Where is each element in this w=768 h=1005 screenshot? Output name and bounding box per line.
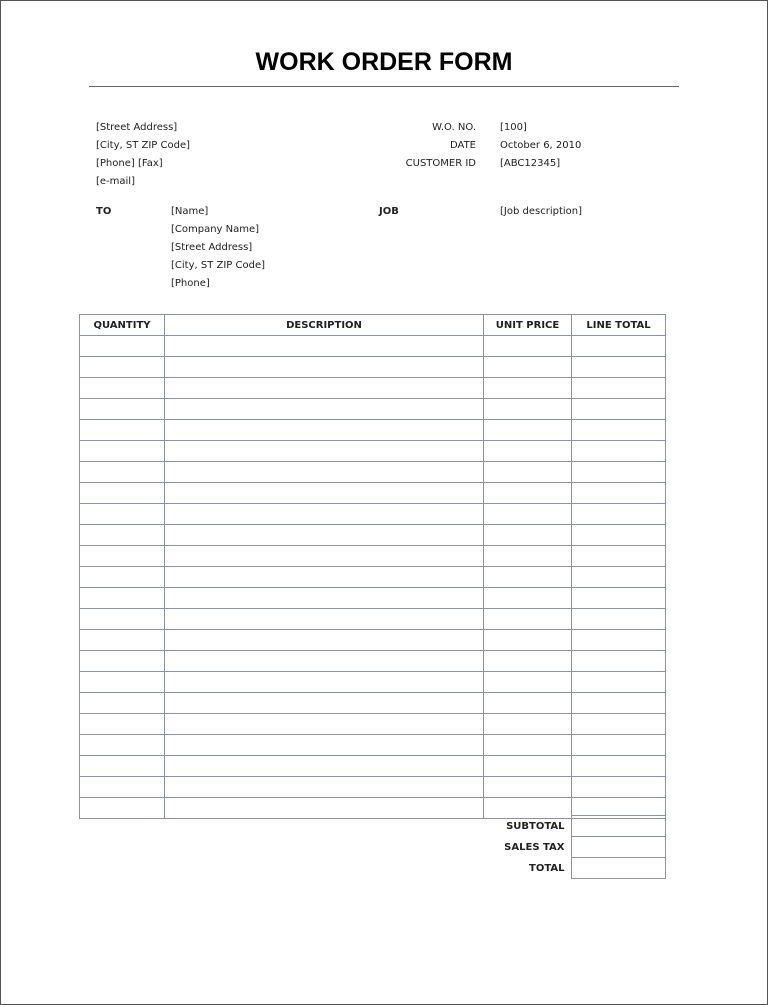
quantity-cell[interactable] (80, 357, 165, 378)
unit-price-cell[interactable] (484, 546, 572, 567)
table-row (80, 651, 666, 672)
date-value: October 6, 2010 (500, 140, 582, 151)
line-total-cell[interactable] (572, 777, 666, 798)
quantity-cell[interactable] (80, 756, 165, 777)
line-total-cell[interactable] (572, 567, 666, 588)
description-cell[interactable] (165, 567, 484, 588)
table-row (80, 567, 666, 588)
unit-price-cell[interactable] (484, 525, 572, 546)
quantity-cell[interactable] (80, 525, 165, 546)
quantity-cell[interactable] (80, 735, 165, 756)
header-quantity: QUANTITY (80, 315, 165, 336)
header-unit-price: UNIT PRICE (484, 315, 572, 336)
totals-table (480, 815, 666, 879)
description-cell[interactable] (165, 735, 484, 756)
table-row (80, 777, 666, 798)
line-total-cell[interactable] (572, 483, 666, 504)
description-cell[interactable] (165, 378, 484, 399)
unit-price-cell[interactable] (484, 357, 572, 378)
quantity-cell[interactable] (80, 609, 165, 630)
description-cell[interactable] (165, 336, 484, 357)
description-cell[interactable] (165, 609, 484, 630)
table-row (80, 735, 666, 756)
quantity-cell[interactable] (80, 714, 165, 735)
subtotal-field[interactable] (571, 816, 665, 837)
to-company: [Company Name] (171, 224, 260, 235)
customer-id-value: [ABC12345] (500, 158, 561, 169)
description-cell[interactable] (165, 462, 484, 483)
subtotal-label: SUBTOTAL (506, 820, 565, 832)
unit-price-cell[interactable] (484, 651, 572, 672)
description-cell[interactable] (165, 546, 484, 567)
table-row (80, 336, 666, 357)
quantity-cell[interactable] (80, 546, 165, 567)
line-total-cell[interactable] (572, 336, 666, 357)
unit-price-cell[interactable] (484, 336, 572, 357)
table-row (80, 378, 666, 399)
description-cell[interactable] (165, 504, 484, 525)
line-total-cell[interactable] (572, 756, 666, 777)
quantity-cell[interactable] (80, 483, 165, 504)
table-row (80, 504, 666, 525)
description-cell[interactable] (165, 441, 484, 462)
line-total-cell[interactable] (572, 420, 666, 441)
to-city: [City, ST ZIP Code] (171, 260, 266, 271)
sender-street: [Street Address] (96, 122, 178, 133)
quantity-cell[interactable] (80, 567, 165, 588)
table-row (80, 693, 666, 714)
total-field[interactable] (571, 858, 665, 879)
quantity-cell[interactable] (80, 672, 165, 693)
total-label: TOTAL (529, 862, 565, 874)
unit-price-cell[interactable] (484, 714, 572, 735)
unit-price-cell[interactable] (484, 588, 572, 609)
table-row (80, 630, 666, 651)
line-total-cell[interactable] (572, 441, 666, 462)
to-phone: [Phone] (171, 278, 210, 289)
unit-price-cell[interactable] (484, 378, 572, 399)
table-row (80, 399, 666, 420)
description-cell[interactable] (165, 798, 484, 819)
table-row (80, 525, 666, 546)
line-total-cell[interactable] (572, 735, 666, 756)
wo-number-value: [100] (500, 122, 527, 133)
unit-price-cell[interactable] (484, 399, 572, 420)
items-table (79, 314, 666, 819)
quantity-cell[interactable] (80, 462, 165, 483)
wo-number-label: W.O. NO. (432, 122, 476, 133)
job-description: [Job description] (500, 206, 582, 217)
description-cell[interactable] (165, 672, 484, 693)
table-row (80, 483, 666, 504)
table-row (80, 546, 666, 567)
table-header-row (80, 315, 666, 336)
quantity-cell[interactable] (80, 630, 165, 651)
line-total-cell[interactable] (572, 504, 666, 525)
unit-price-cell[interactable] (484, 462, 572, 483)
table-row (80, 462, 666, 483)
quantity-cell[interactable] (80, 777, 165, 798)
unit-price-cell[interactable] (484, 567, 572, 588)
line-total-cell[interactable] (572, 693, 666, 714)
line-total-cell[interactable] (572, 588, 666, 609)
description-cell[interactable] (165, 714, 484, 735)
sender-phone-fax: [Phone] [Fax] (96, 158, 163, 169)
unit-price-cell[interactable] (484, 609, 572, 630)
unit-price-cell[interactable] (484, 756, 572, 777)
unit-price-cell[interactable] (484, 672, 572, 693)
line-total-cell[interactable] (572, 357, 666, 378)
to-street: [Street Address] (171, 242, 253, 253)
table-row (80, 609, 666, 630)
to-label: TO (96, 206, 112, 217)
line-total-cell[interactable] (572, 651, 666, 672)
description-cell[interactable] (165, 693, 484, 714)
quantity-cell[interactable] (80, 399, 165, 420)
description-cell[interactable] (165, 483, 484, 504)
subtotal-row (480, 816, 665, 837)
table-row (80, 441, 666, 462)
description-cell[interactable] (165, 525, 484, 546)
line-total-cell[interactable] (572, 399, 666, 420)
description-cell[interactable] (165, 357, 484, 378)
table-row (80, 588, 666, 609)
unit-price-cell[interactable] (484, 420, 572, 441)
date-label: DATE (449, 140, 476, 151)
unit-price-cell[interactable] (484, 483, 572, 504)
title-divider (89, 86, 679, 87)
table-row (80, 756, 666, 777)
unit-price-cell[interactable] (484, 630, 572, 651)
quantity-cell[interactable] (80, 441, 165, 462)
line-total-cell[interactable] (572, 378, 666, 399)
sender-email: [e-mail] (96, 176, 135, 187)
total-row (480, 858, 665, 879)
line-total-cell[interactable] (572, 630, 666, 651)
line-total-cell[interactable] (572, 525, 666, 546)
quantity-cell[interactable] (80, 420, 165, 441)
job-label: JOB (379, 206, 399, 217)
quantity-cell[interactable] (80, 588, 165, 609)
description-cell[interactable] (165, 756, 484, 777)
quantity-cell[interactable] (80, 504, 165, 525)
quantity-cell[interactable] (80, 336, 165, 357)
sales-tax-field[interactable] (571, 837, 665, 858)
line-total-cell[interactable] (572, 714, 666, 735)
unit-price-cell[interactable] (484, 777, 572, 798)
quantity-cell[interactable] (80, 693, 165, 714)
sales-tax-row (480, 837, 665, 858)
description-cell[interactable] (165, 777, 484, 798)
unit-price-cell[interactable] (484, 441, 572, 462)
to-name: [Name] (171, 206, 209, 217)
line-total-cell[interactable] (572, 462, 666, 483)
quantity-cell[interactable] (80, 651, 165, 672)
customer-id-label: CUSTOMER ID (405, 158, 476, 169)
unit-price-cell[interactable] (484, 504, 572, 525)
description-cell[interactable] (165, 399, 484, 420)
table-row (80, 672, 666, 693)
table-row (80, 714, 666, 735)
header-line-total: LINE TOTAL (572, 315, 666, 336)
unit-price-cell[interactable] (484, 735, 572, 756)
header-description: DESCRIPTION (165, 315, 484, 336)
table-row (80, 420, 666, 441)
description-cell[interactable] (165, 630, 484, 651)
items-body (80, 336, 666, 819)
sender-city: [City, ST ZIP Code] (96, 140, 191, 151)
sales-tax-label: SALES TAX (504, 841, 565, 853)
form-title: WORK ORDER FORM (255, 48, 513, 76)
unit-price-cell[interactable] (484, 693, 572, 714)
table-row (80, 357, 666, 378)
description-cell[interactable] (165, 588, 484, 609)
line-total-cell[interactable] (572, 672, 666, 693)
quantity-cell[interactable] (80, 378, 165, 399)
description-cell[interactable] (165, 651, 484, 672)
line-total-cell[interactable] (572, 609, 666, 630)
description-cell[interactable] (165, 420, 484, 441)
line-total-cell[interactable] (572, 546, 666, 567)
quantity-cell[interactable] (80, 798, 165, 819)
